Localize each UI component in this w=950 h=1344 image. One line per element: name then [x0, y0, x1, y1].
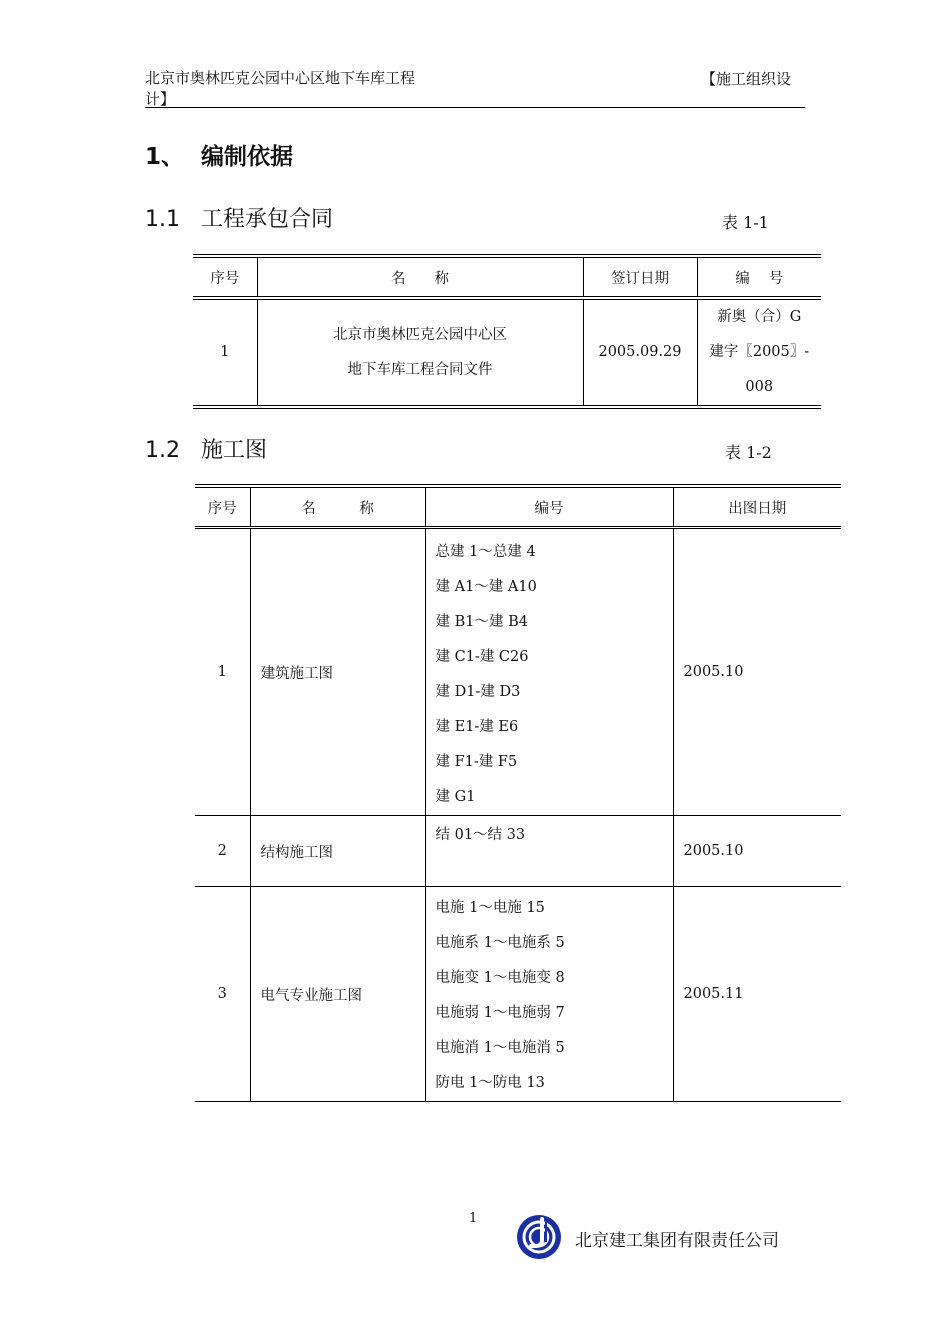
drawing-name: 电气专业施工图 — [250, 887, 425, 1102]
sign-date: 2005.09.29 — [583, 298, 697, 407]
company-name: 北京建工集团有限责任公司 — [575, 1231, 779, 1251]
contract-table — [193, 254, 821, 409]
section-title: 编制依据 — [201, 144, 293, 170]
drawing-name: 建筑施工图 — [250, 528, 425, 816]
section-heading-1-2 — [145, 433, 267, 464]
company-logo-icon — [515, 1213, 563, 1261]
section-number: 1.1 — [145, 207, 180, 232]
drawing-code: 建 A1～建 A10 — [435, 579, 537, 595]
header-right: 【施工组织设 — [701, 70, 792, 88]
row-number: 2 — [195, 816, 250, 887]
drawing-code: 电施变 1～电施变 8 — [435, 970, 565, 986]
table-row — [193, 298, 821, 407]
issue-date: 2005.10 — [673, 528, 841, 816]
drawing-codes — [425, 528, 673, 816]
drawing-code: 电施弱 1～电施弱 7 — [435, 1005, 565, 1021]
drawing-codes — [425, 887, 673, 1102]
column-header: 名 称 — [257, 256, 583, 298]
contract-name-line1: 北京市奥林匹克公园中心区 — [333, 326, 507, 343]
table-header-row — [193, 256, 821, 298]
table-row — [195, 816, 841, 887]
column-header: 编号 — [425, 486, 673, 528]
contract-name — [257, 298, 583, 407]
header-left — [145, 68, 465, 110]
table-header-row — [195, 486, 841, 528]
drawing-name: 结构施工图 — [250, 816, 425, 887]
header-rule — [145, 107, 805, 108]
contract-code — [697, 298, 821, 407]
section-title: 工程承包合同 — [201, 207, 334, 232]
column-header: 名 称 — [250, 486, 425, 528]
section-number: 1、 — [145, 144, 185, 170]
issue-date: 2005.11 — [673, 887, 841, 1102]
section-title: 施工图 — [201, 438, 268, 463]
row-number: 1 — [195, 528, 250, 816]
drawing-code: 防电 1～防电 13 — [435, 1075, 545, 1091]
header-title-line1: 北京市奥林匹克公园中心区地下车库工程 — [145, 69, 416, 87]
drawing-code: 电施消 1～电施消 5 — [435, 1040, 565, 1056]
drawing-code: 建 E1-建 E6 — [435, 719, 519, 735]
section-heading-1-1 — [145, 202, 333, 233]
column-header: 出图日期 — [673, 486, 841, 528]
column-header: 序号 — [195, 486, 250, 528]
row-number: 1 — [220, 344, 230, 360]
drawing-code: 电施 1～电施 15 — [435, 900, 545, 916]
page-number: 1 — [469, 1211, 478, 1226]
row-number: 3 — [195, 887, 250, 1102]
drawing-code: 电施系 1～电施系 5 — [435, 935, 565, 951]
section-number: 1.2 — [145, 438, 180, 463]
section-heading-1 — [145, 138, 293, 171]
column-header: 签订日期 — [583, 256, 697, 298]
drawing-code: 建 B1～建 B4 — [435, 614, 528, 630]
drawing-codes — [425, 816, 673, 887]
table-number: 表 1-1 — [722, 213, 769, 232]
contract-name-line2: 地下车库工程合同文件 — [347, 361, 493, 378]
drawing-code: 建 G1 — [435, 789, 476, 805]
column-header: 编 号 — [697, 256, 821, 298]
drawing-code: 结 01～结 33 — [435, 827, 526, 843]
contract-code-line3: 008 — [745, 379, 774, 395]
table-number: 表 1-2 — [725, 443, 772, 462]
table-row — [195, 887, 841, 1102]
contract-code-line1: 新奥（合）G — [717, 309, 802, 325]
drawings-table — [195, 484, 841, 1102]
drawing-code: 建 C1-建 C26 — [435, 649, 529, 665]
header-title-line2: 计】 — [145, 90, 176, 108]
drawing-code: 总建 1～总建 4 — [435, 544, 536, 560]
drawing-code: 建 F1-建 F5 — [435, 754, 518, 770]
drawing-code: 建 D1-建 D3 — [435, 684, 521, 700]
column-header: 序号 — [193, 256, 257, 298]
issue-date: 2005.10 — [673, 816, 841, 887]
contract-code-line2: 建字〖2005〗- — [709, 344, 810, 360]
table-row — [195, 528, 841, 816]
